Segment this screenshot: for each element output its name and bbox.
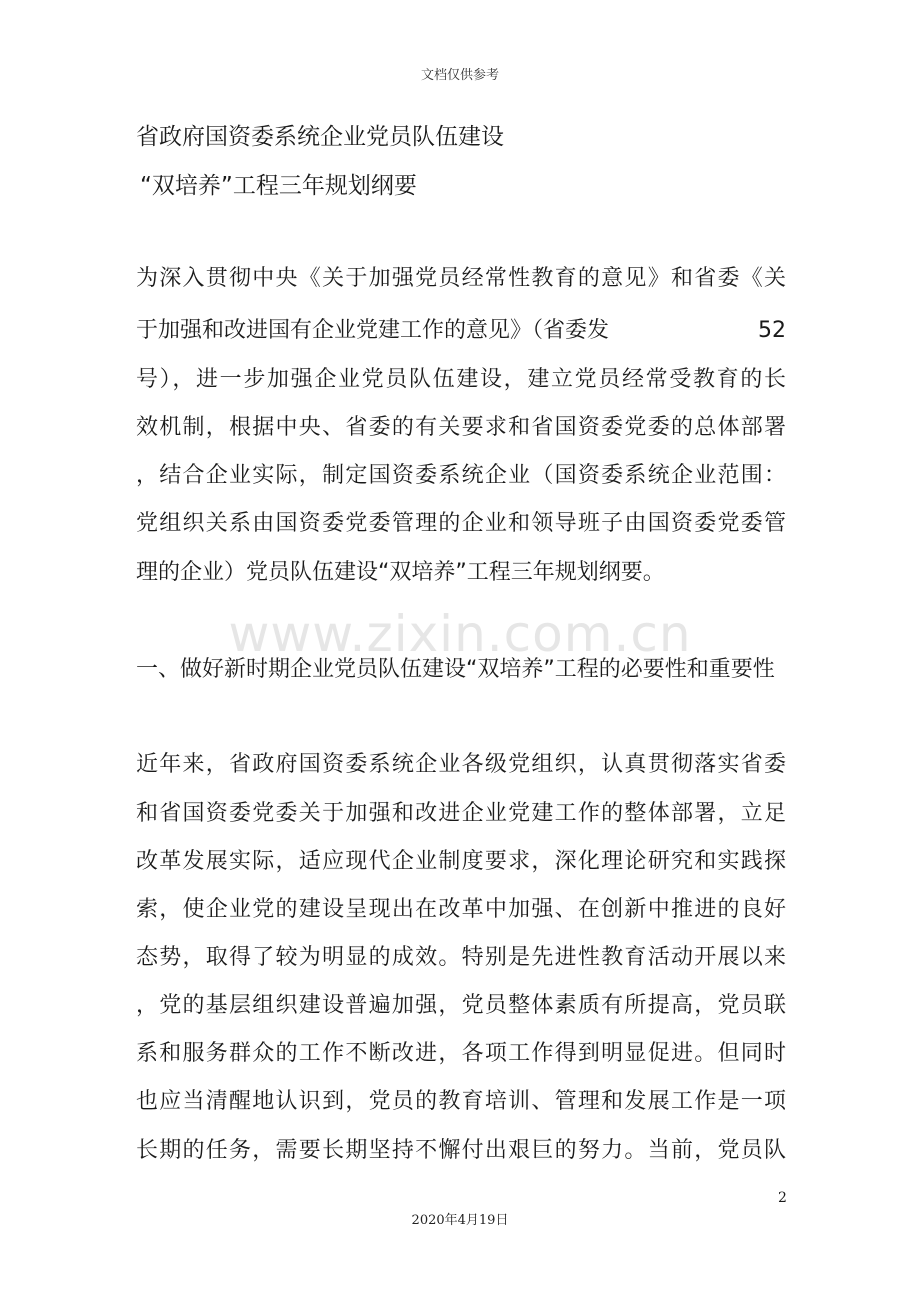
intro-line [136, 316, 786, 346]
section-line: 改革发展实际，适应现代企业制度要求，深化理论研究和实践探 [136, 849, 786, 874]
page-number: 2 [778, 1190, 787, 1206]
section-line: 长期的任务，需要长期坚持不懈付出艰巨的努力。当前，党员队 [136, 1138, 786, 1163]
section-line: 和省国资委党委关于加强和改进企业党建工作的整体部署，立足 [136, 801, 786, 826]
section-line: 近年来，省政府国资委系统企业各级党组织，认真贯彻落实省委 [136, 752, 786, 777]
intro-line: 理的企业）党员队伍建设“双培养”工程三年规划纲要。 [136, 560, 665, 585]
document-title-line-1: 省政府国资委系统企业党员队伍建设 [136, 124, 504, 150]
section-heading: 一、做好新时期企业党员队伍建设“双培养”工程的必要性和重要性 [136, 657, 775, 682]
section-line: 系和服务群众的工作不断改进，各项工作得到明显促进。但同时 [136, 1041, 786, 1066]
section-line: ，党的基层组织建设普遍加强，党员整体素质有所提高，党员联 [136, 993, 786, 1018]
footer-date: 2020年4月19日 [411, 1213, 509, 1228]
intro-line: 党组织关系由国资委党委管理的企业和领导班子由国资委党委管 [136, 511, 786, 536]
intro-line: 效机制，根据中央、省委的有关要求和省国资委党委的总体部署 [136, 415, 786, 440]
section-line: 也应当清醒地认识到，党员的教育培训、管理和发展工作是一项 [136, 1089, 786, 1114]
intro-line: 为深入贯彻中央《关于加强党员经常性教育的意见》和省委《关 [136, 266, 786, 291]
section-line: 态势，取得了较为明显的成效。特别是先进性教育活动开展以来 [136, 945, 786, 970]
header-note: 文档仅供参考 [420, 68, 499, 83]
intro-line: 号），进一步加强企业党员队伍建设，建立党员经常受教育的长 [136, 367, 786, 392]
intro-line-number: 52 [758, 318, 786, 343]
watermark: www.zixin.com.cn [228, 605, 692, 663]
section-line: 索，使企业党的建设呈现出在改革中加强、在创新中推进的良好 [136, 897, 786, 922]
document-title-line-2: “双培养”工程三年规划纲要 [140, 173, 417, 199]
intro-line-text: 于加强和改进国有企业党建工作的意见》（省委发 [136, 318, 610, 343]
intro-line: ，结合企业实际，制定国资委系统企业（国资委系统企业范围： [136, 463, 786, 488]
